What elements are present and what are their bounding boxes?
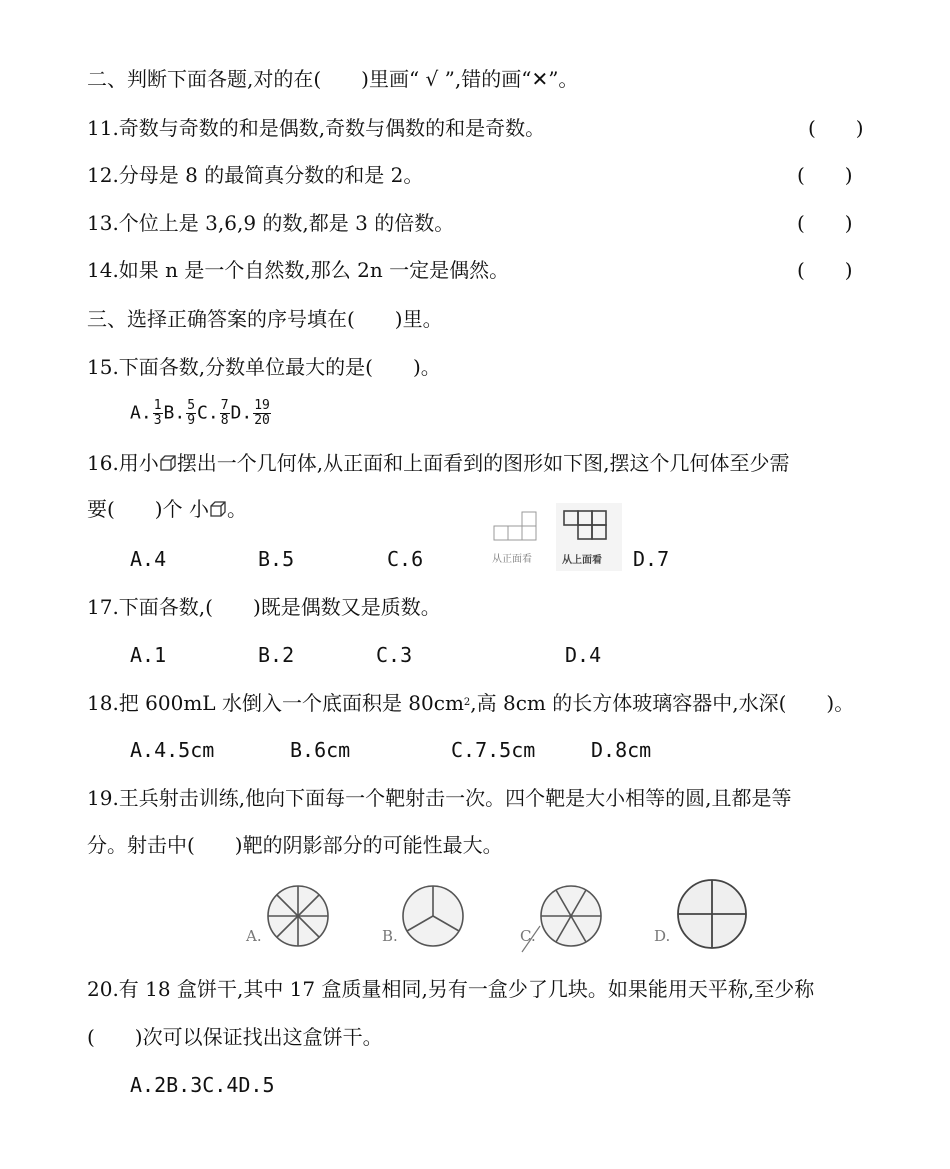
option-b-label: B. [163, 402, 186, 424]
section-3-heading: 三、选择正确答案的序号填在( )里。 [87, 307, 443, 331]
top-view-figure [556, 503, 622, 571]
fraction-1-3: $\frac{1}{3}$ [153, 398, 162, 428]
target-d-label: D. [654, 927, 671, 945]
option-a-label: A. [130, 402, 152, 424]
question-15-options [130, 399, 272, 428]
target-b [403, 886, 463, 946]
question-15: 15.下面各数,分数单位最大的是( )。 [87, 355, 441, 379]
option-d[interactable]: D.8cm [591, 738, 652, 762]
question-16-line-1: 16.用小 摆出一个几何体,从正面和上面看到的图形如下图,摆这个几何体至少需 [87, 451, 790, 475]
question-14: 14.如果 n 是一个自然数,那么 2n 一定是偶然。 [87, 258, 510, 282]
top-view-caption: 从上面看 [562, 555, 602, 566]
target-b-label: B. [382, 927, 398, 945]
section-2-heading: 二、判断下面各题,对的在( )里画“ √ ”,错的画“✕”。 [87, 67, 579, 91]
front-view-caption: 从正面看 [492, 554, 532, 565]
question-17: 17.下面各数,( )既是偶数又是质数。 [87, 595, 441, 619]
question-11: 11.奇数与奇数的和是偶数,奇数与偶数的和是奇数。 [87, 116, 546, 140]
fraction-19-20: $\frac{19}{20}$ [254, 398, 270, 428]
fraction-7-8: $\frac{7}{8}$ [220, 398, 229, 428]
target-c-label: C. [520, 927, 536, 945]
question-16-line-2: 要( )个 小 。 [87, 497, 247, 521]
question-20-options[interactable]: A.2B.3C.4D.5 [130, 1073, 275, 1097]
target-a-label: A. [246, 927, 262, 945]
option-d-label: D. [230, 402, 253, 424]
option-c-label: C. [197, 402, 219, 424]
question-19-line-2: 分。射击中( )靶的阴影部分的可能性最大。 [87, 833, 503, 857]
target-d [678, 880, 746, 948]
option-b[interactable]: B.5 [258, 547, 295, 571]
option-d[interactable]: D.4 [565, 643, 602, 667]
option-c[interactable]: C.3 [376, 643, 413, 667]
question-20-line-1: 20.有 18 盒饼干,其中 17 盒质量相同,另有一盒少了几块。如果能用天平称,至少称 [87, 977, 815, 1001]
small-cube-icon [159, 453, 177, 477]
option-c[interactable]: C.7.5cm [451, 738, 536, 762]
question-18: 18.把 600mL 水倒入一个底面积是 $80cm^2$,高 8cm 的长方体玻璃容器中,水深( )。 [87, 691, 855, 715]
answer-paren-13[interactable]: ( ) [797, 211, 853, 235]
option-b[interactable]: B.6cm [290, 738, 351, 762]
question-13: 13.个位上是 3,6,9 的数,都是 3 的倍数。 [87, 211, 455, 235]
answer-paren-11[interactable]: ( ) [808, 116, 864, 140]
question-12: 12.分母是 8 的最简真分数的和是 2。 [87, 163, 424, 187]
small-cube-icon [209, 499, 227, 523]
target-a [268, 886, 328, 946]
targets-figure [240, 868, 756, 960]
answer-paren-12[interactable]: ( ) [797, 163, 853, 187]
front-view-figure [490, 508, 546, 570]
option-a[interactable]: A.4.5cm [130, 738, 215, 762]
option-b[interactable]: B.2 [258, 643, 295, 667]
option-d[interactable]: D.7 [633, 547, 670, 571]
question-19-line-1: 19.王兵射击训练,他向下面每一个靶射击一次。四个靶是大小相等的圆,且都是等 [87, 786, 792, 810]
option-a[interactable]: A.4 [130, 547, 167, 571]
target-c [541, 886, 601, 946]
option-c[interactable]: C.6 [387, 547, 424, 571]
option-a[interactable]: A.1 [130, 643, 167, 667]
question-20-line-2: ( )次可以保证找出这盒饼干。 [87, 1025, 383, 1049]
fraction-5-9: $\frac{5}{9}$ [187, 398, 196, 428]
answer-paren-14[interactable]: ( ) [797, 258, 853, 282]
